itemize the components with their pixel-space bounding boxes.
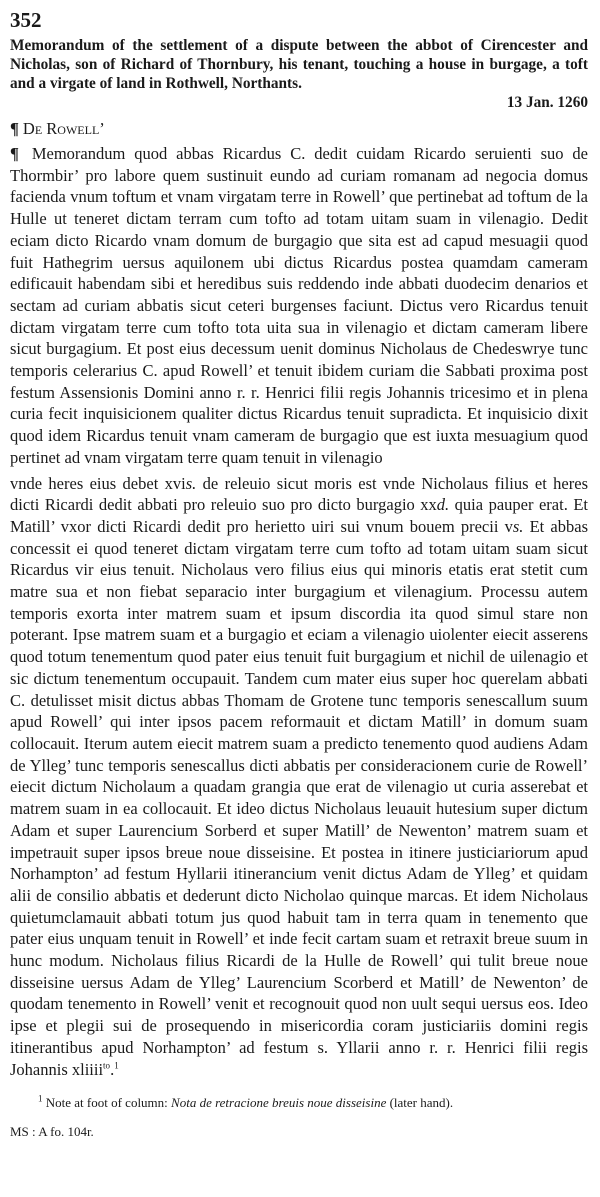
manuscript-reference	[10, 1123, 588, 1140]
roman-numeral: xvi	[164, 473, 186, 493]
rubric-title: De Rowell’	[22, 119, 105, 138]
footnote-italic: Nota de retracione breuis noue disseisine	[171, 1095, 387, 1111]
footnote-marker: 1	[38, 1093, 43, 1104]
footnote-ref: 1	[114, 1060, 119, 1071]
currency-abbrev: s.	[185, 473, 197, 493]
text-run: vnde heres eius debet	[10, 473, 165, 493]
pilcrow-icon: ¶	[10, 119, 19, 138]
footnote-tail: (later hand).	[386, 1095, 454, 1111]
document-heading: Memorandum of the settlement of a dispute between the abbot of Cirencester and Nicholas, son of Richard of Thornbury, his tenant, touching a house in burgage, a toft and a virgate of land in Rothwell, Northants.	[10, 37, 588, 92]
roman-numeral: v	[504, 516, 513, 536]
ordinal-suffix: to	[103, 1060, 111, 1071]
section-rubric	[10, 118, 588, 140]
ms-label: MS :	[10, 1124, 36, 1140]
pilcrow-icon: ¶	[10, 144, 19, 163]
currency-abbrev: d.	[436, 495, 450, 515]
text-run: Et abbas concessit ei quod teneret dictam virgatam terre cum tofto ad totam uitam suam sicut Ricardus vir eius tenuit. Nicholaus vero filius eius qui minoris etatis erat stetit cum matre sua et non fiebat separacio inter burgagium et vilenagium. Processu autem temporis exorta inter matrem suam et ipsum discordia ita quod simul stare non poterant. Ipse matrem suam et a burgagio et eciam a vilenagio uiolenter eiecit asserens quod totum tenementum quod pater eius tenuit fuit burgagium et nichil de uilenagio et sic dictum tenementum occupauit. Tandem cum mater eius super hoc querelam abbati C. detulisset misit dictus abbas Thomam de Grotene tunc temporis senescallum suum apud Rowell’ qui inter ipsos pacem reformauit et dictam Matill’ in domum suam collocauit. Iterum autem eiecit matrem suam a predicto tenemento quod audiens Adam de Ylleg’ tunc temporis senescallus dicti abbatis per consideracionem curie de Rowell’ eiecit dictum Nicholaum a quadam grangia que erat de vilenagio ut curia asserebat et matrem suam in ea collocauit. Et ideo dictus Nicholaus leuauit hutesium super dictum Adam et super Laurencium Sorberd et super Matill’ de Newenton’ matrem suam et impetrauit super ipsos breue noue disseisine. Et postea in itinere justiciariorum apud Norhampton’ ad festum Hyllarii itinerancium venit dictus Adam de Ylleg’ et quidam alii de consilio abbatis et dederunt dicto Nicholao quinque marcas. Et idem Nicholaus quietumclamauit abbati totum jus quod habuit tam in terra quam in tenemento que pater eius unquam tenuit in Rowell’ et inde fecit cartam suam et retraxit breue suum in hunc modum. Nicholaus filius Ricardi de la Hulle de Rowell’ qui tulit breue noue disseisine uersus Adam de Ylleg’ Laurencium Scorberd et Matill’ de Newenton’ de quodam tenemento in Rowell’ venit et recognouit quod non uult sequi uersus eos. Ideo ipse et plegii sui de prosequendo in misericordia coram justiciariis domini regis itinerantibus apud Norhampton’ ad festum s. Yllarii anno r. r. Henrici filii regis Johannis xliiii	[10, 516, 588, 1079]
ms-ref: A fo. 104r.	[35, 1124, 94, 1140]
document-date: 13 Jan. 1260	[506, 94, 588, 111]
footnote-lead: Note at foot of column:	[42, 1095, 172, 1111]
page-number: 352	[10, 8, 42, 32]
paragraph-1-text: Memorandum quod abbas Ricardus C. dedit cuidam Ricardo seruienti suo de Thormbir’ pro labore quem sustinuit eundo ad curiam romanam ad negocia domus facienda vnum toftum et vnam virgatam terre in Rowell’ que pertinebat ad toftum de la Hulle ut teneret dictam terram cum tofto ad totam uitam suam in vilenagio. Dedit eciam dicto Ricardo vnam domum de burgagio que sita est ad capud mesuagii quod fuit Hathegrim uersus aquilonem ubi dictus Ricardus postea quamdam cameram edificauit habendam sibi et heredibus suis reddendo inde abbati duodecim denarios et sectam ad curiam abbatis sicut ceteri burgenses faciunt. Dictus vero Ricardus tenuit dictam virgatam terre cum tofto tota uita sua in vilenagio et dictam cameram libere sicut burgagium. Et post eius decessum uenit dominus Nicholaus de Chedeswrye tunc temporis celerarius C. apud Rowell’ et tenuit ibidem curiam die Sabbati proxima post festum Assensionis Domini anno r. r. Henrici filii regis Johannis tricesimo et in plena curia fecit inquisicionem qualiter dictus Ricardus tenuit supradicta. Et inquisicio dixit quod idem Ricardus tenuit vnam cameram de burgagio que est iuxta mesuagium quod pertinet ad vnam virgatam terre quam tenuit in vilenagio	[10, 144, 588, 467]
footnote	[38, 1094, 588, 1111]
body-paragraph-2	[10, 473, 588, 1081]
text-run: quia pauper erat. Et Matill’ vxor dicti Ricardi dedit pro herietto uiri sui vnum bouem precii	[10, 495, 588, 536]
text-run: .	[110, 1059, 115, 1079]
currency-abbrev: s.	[512, 516, 524, 536]
body-paragraph-1	[10, 143, 588, 469]
roman-numeral: xx	[420, 495, 437, 515]
text-run: de releuio sicut moris est vnde Nicholaus filius et heres dicti Ricardi dedit abbati pro releuio suo pro dicto burgagio	[10, 473, 588, 515]
